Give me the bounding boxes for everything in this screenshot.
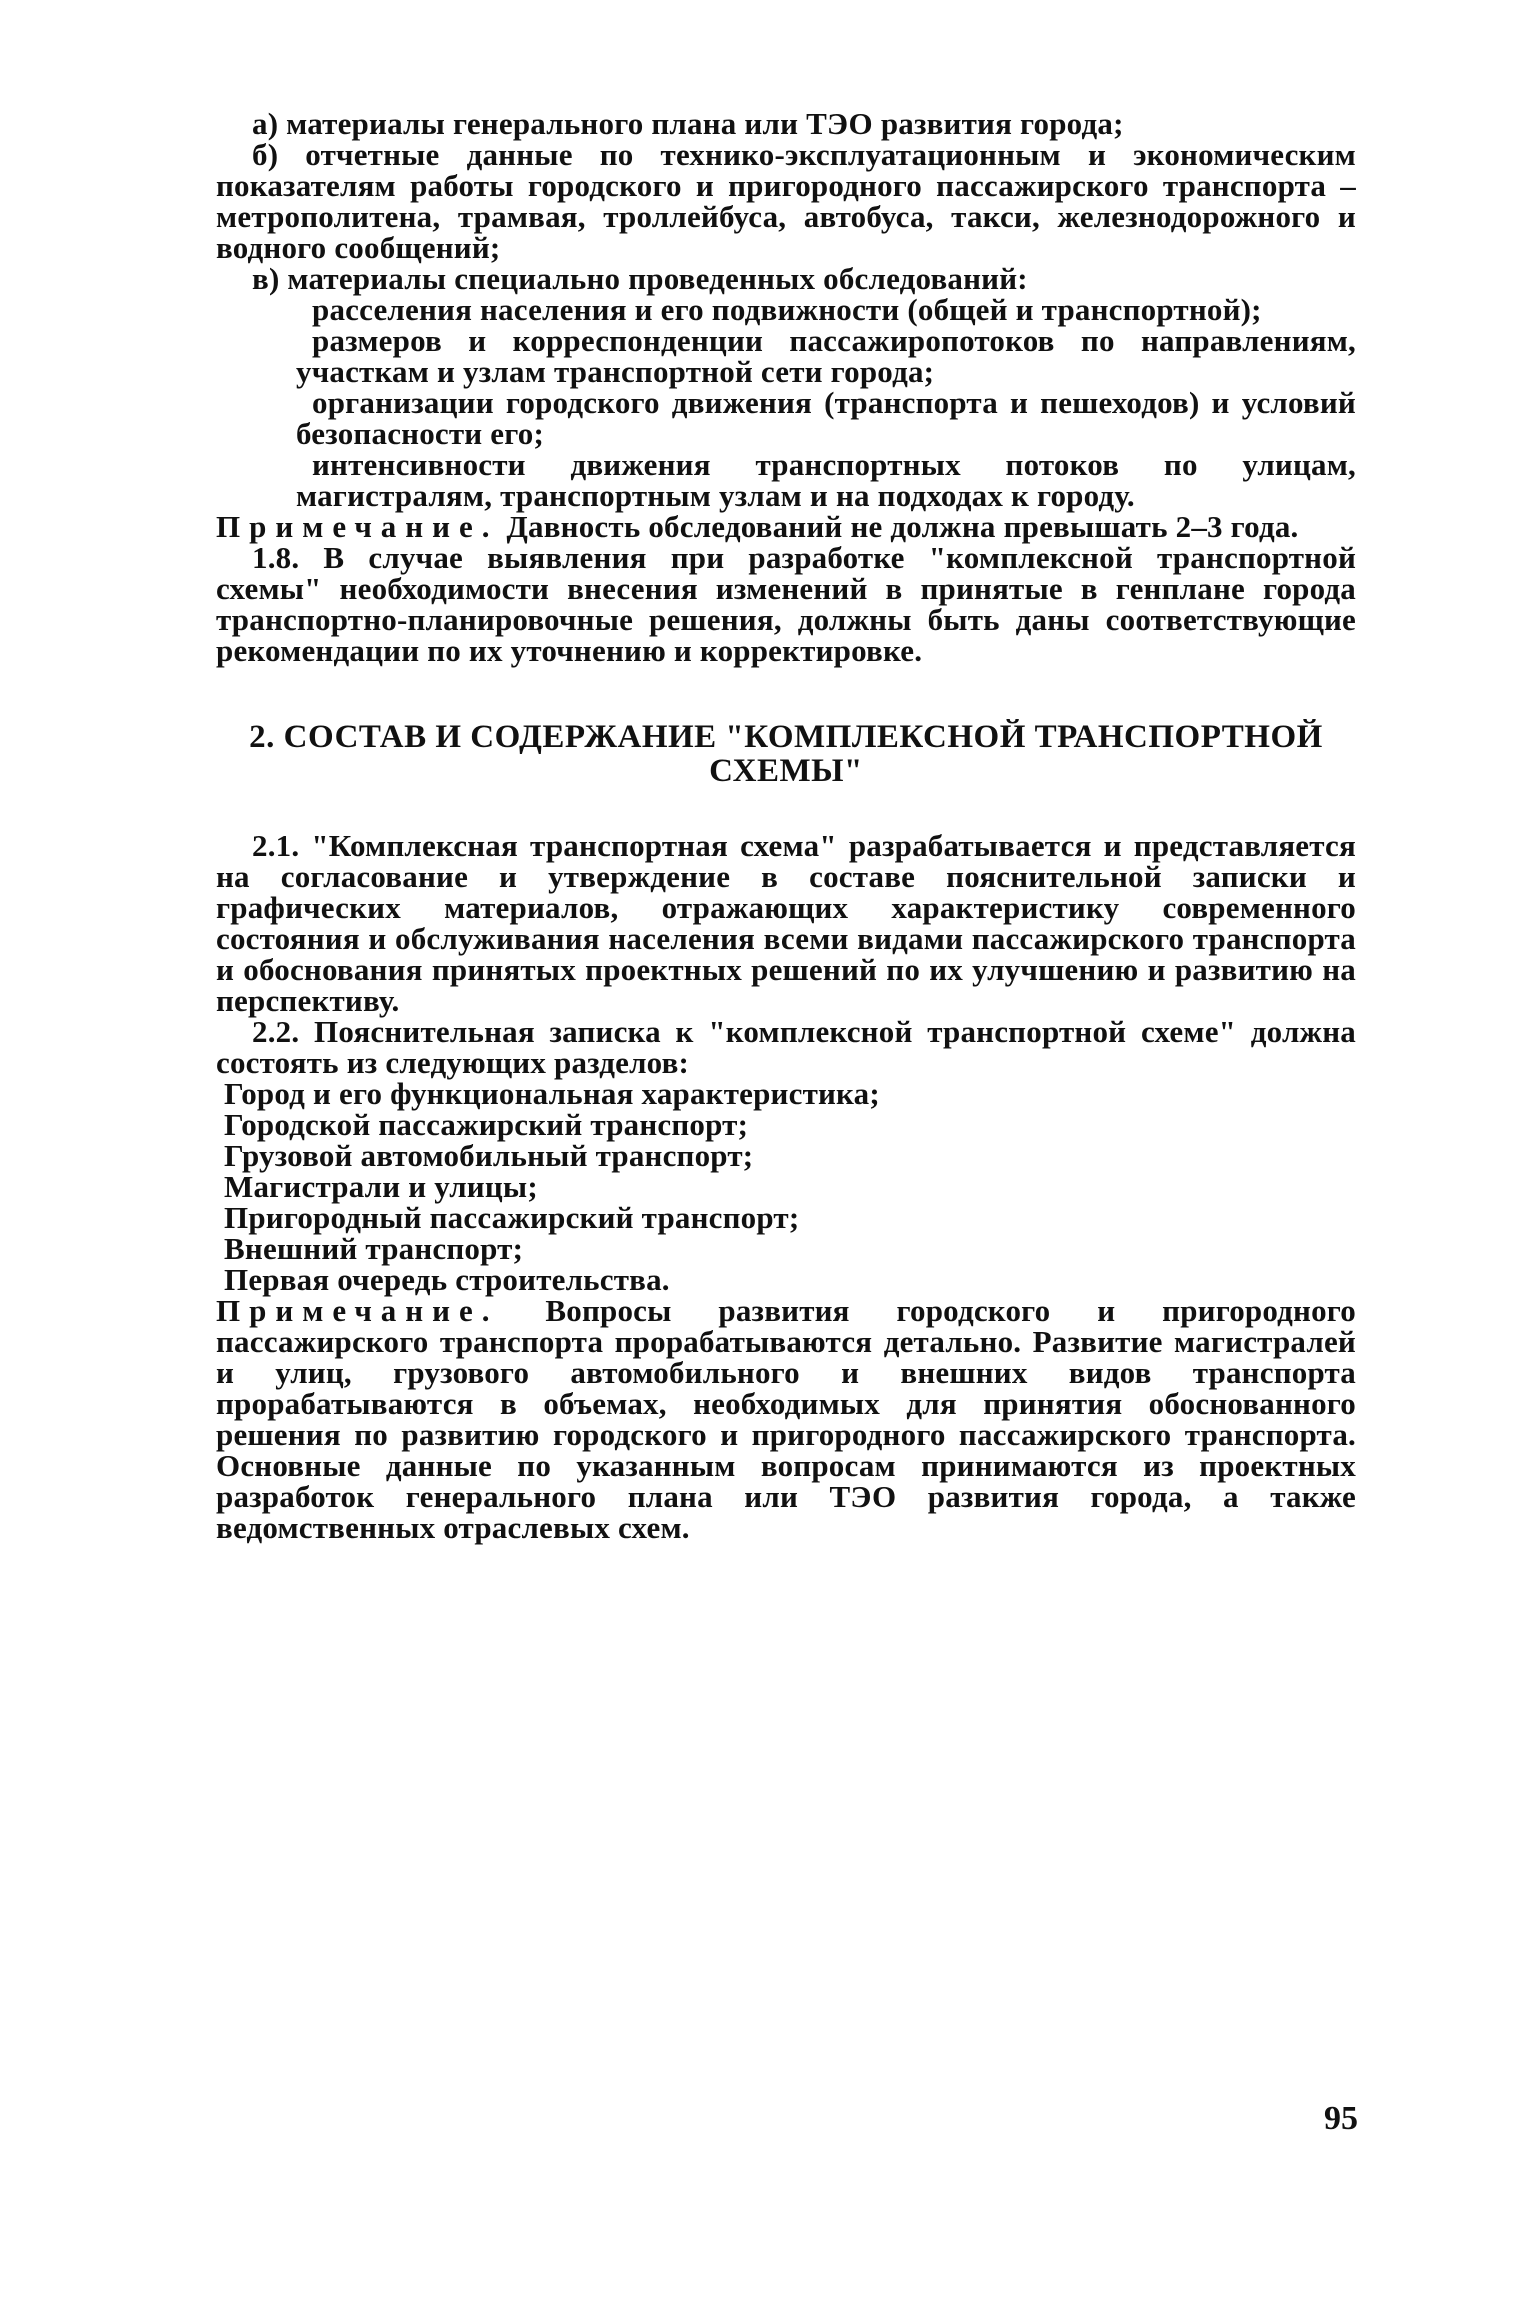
note-2-text: Вопросы развития городского и пригородного пассажирского транспорта прорабатываются детально. Развитие магистралей и улиц, грузового автомобильного и внешних видов транспорта прорабатываются в объемах, необходимых для принятия обоснованного решения по развитию городского и пригородного пассажирского транспорта. Основные данные по указанным вопросам принимаются из проектных разработок генерального плана или ТЭО развития города, а также ведомственных отраслевых схем. — [216, 1293, 1356, 1545]
list-item: Магистрали и улицы; — [224, 1169, 538, 1204]
paragraph-v: в) материалы специально проведенных обследований: — [252, 261, 1028, 296]
list-item: Грузовой автомобильный транспорт; — [224, 1138, 754, 1173]
list-item: Внешний транспорт; — [224, 1231, 524, 1266]
document-page — [216, 108, 1356, 1543]
list-item: Городской пассажирский транспорт; — [224, 1107, 749, 1142]
paragraph-2-1: 2.1. "Комплексная транспортная схема" разрабатывается и представляется на согласование и утверждение в составе пояснительной записки и графических материалов, отражающих характеристику современного состояния и обслуживания населения всеми видами пассажирского транспорта и обоснования принятых проектных решений по их улучшению и развитию на перспективу. — [216, 828, 1356, 1018]
sections-list — [216, 1078, 1356, 1295]
note-1-text: Давность обследований не должна превышать 2–3 года. — [498, 509, 1299, 544]
list-item: Город и его функциональная характеристика; — [224, 1076, 880, 1111]
section-2-heading: 2. СОСТАВ И СОДЕРЖАНИЕ "КОМПЛЕКСНОЙ ТРАНСПОРТНОЙ СХЕМЫ" — [249, 719, 1323, 789]
survey-item-3: организации городского движения (транспорта и пешеходов) и условий безопасности его; — [296, 385, 1356, 451]
note-1 — [216, 511, 1356, 542]
page-number: 95 — [1324, 2100, 1358, 2137]
paragraph-b: б) отчетные данные по технико-эксплуатационным и экономическим показателям работы городского и пригородного пассажирского транспорта – метрополитена, трамвая, троллейбуса, автобуса, такси, железнодорожного и водного сообщений; — [216, 137, 1356, 265]
note-2-label: Примечание. — [216, 1293, 499, 1328]
note-1-label: Примечание. — [216, 509, 499, 544]
survey-item-4: интенсивности движения транспортных потоков по улицам, магистралям, транспортным узлам и на подходах к городу. — [296, 447, 1356, 513]
list-item: Пригородный пассажирский транспорт; — [224, 1200, 800, 1235]
paragraph-1-8: 1.8. В случае выявления при разработке "комплексной транспортной схемы" необходимости внесения изменений в принятые в генплане города транспортно-планировочные решения, должны быть даны соответствующие рекомендации по их уточнению и корректировке. — [216, 540, 1356, 668]
survey-item-1: расселения населения и его подвижности (общей и транспортной); — [312, 292, 1262, 327]
paragraph-a: а) материалы генерального плана или ТЭО развития города; — [252, 106, 1124, 141]
paragraph-2-2: 2.2. Пояснительная записка к "комплексной транспортной схеме" должна состоять из следующих разделов: — [216, 1014, 1356, 1080]
list-item: Первая очередь строительства. — [224, 1262, 670, 1297]
survey-item-2: размеров и корреспонденции пассажиропотоков по направлениям, участкам и узлам транспортной сети города; — [296, 323, 1356, 389]
note-2 — [216, 1295, 1356, 1543]
